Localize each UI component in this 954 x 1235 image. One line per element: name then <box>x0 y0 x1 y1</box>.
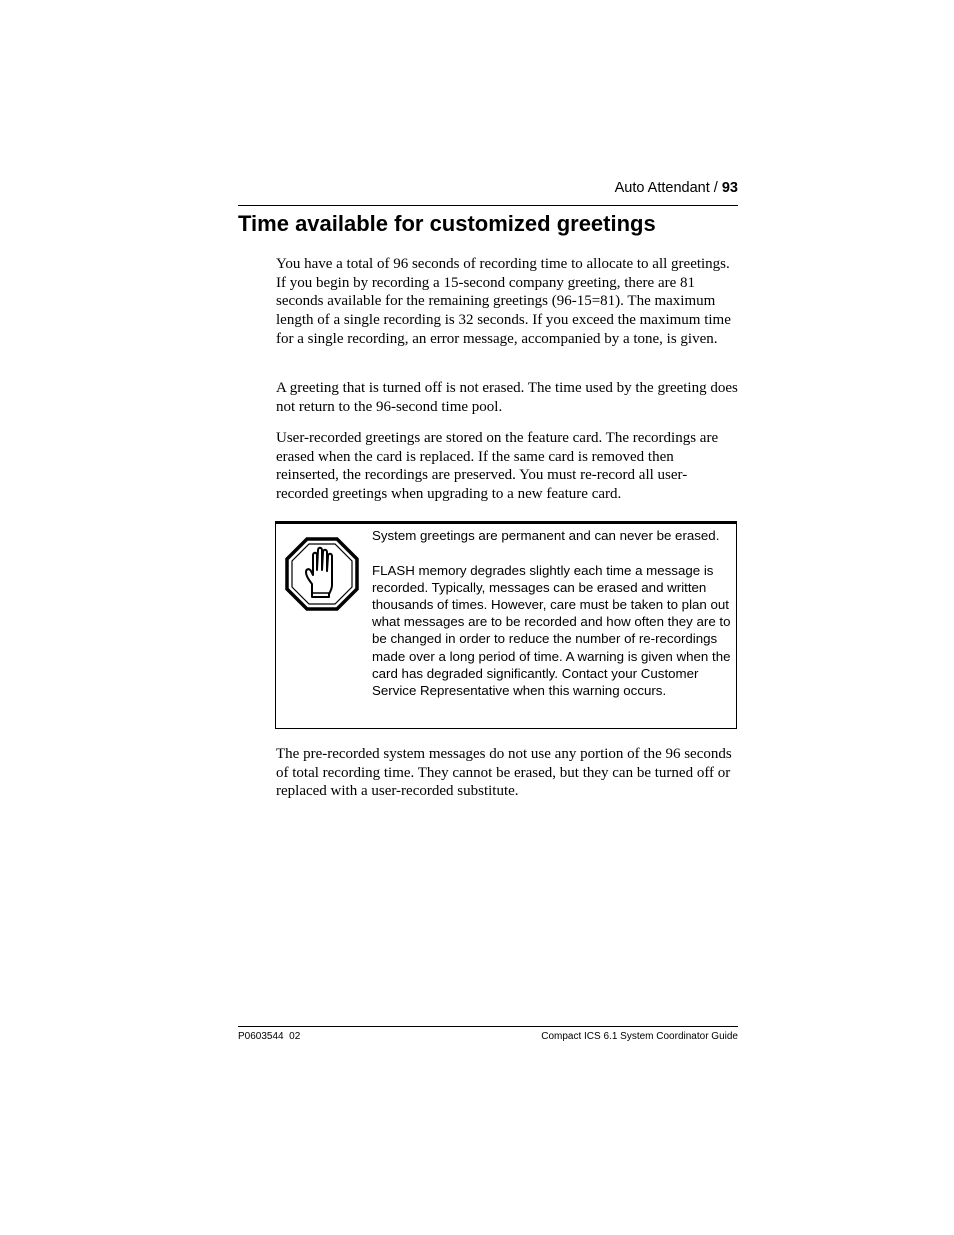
paragraph-feature-card: User-recorded greetings are stored on the feature card. The recordings are erased when the card is replaced. If the same card is removed then reinserted, the recordings are preserved. You must re-record all user-recorded greetings when upgrading to a new feature card. <box>276 430 719 503</box>
paragraph-recording-time: You have a total of 96 seconds of recording time to allocate to all greetings. If you begin by recording a 15-second company greeting, there are 81 seconds available for the remaining greetings (96-15=81). The maximum length of a single recording is 32 seconds. If you exceed the maximum time for a single recording, an error message, accompanied by a tone, is given. <box>276 256 731 347</box>
warning-note <box>275 521 737 729</box>
header-divider <box>238 205 738 206</box>
running-header <box>615 180 738 196</box>
footer-doc-title: Compact ICS 6.1 System Coordinator Guide <box>541 1031 738 1042</box>
page-number: 93 <box>721 180 738 196</box>
page-title: Time available for customized greetings <box>238 211 656 236</box>
stop-hand-icon <box>285 537 359 611</box>
note-text <box>372 527 734 699</box>
footer-doc-number: P0603544 02 <box>238 1031 301 1042</box>
paragraph-greeting-off: A greeting that is turned off is not erased. The time used by the greeting does not return to the 96-second time pool. <box>276 380 738 415</box>
header-separator: / <box>713 180 718 196</box>
header-section: Auto Attendant <box>614 180 710 196</box>
paragraph-prerecorded: The pre-recorded system messages do not use any portion of the 96 seconds of total recording time. They cannot be erased, but they can be turned off or replaced with a user-recorded substitute. <box>276 746 732 800</box>
note-line-permanent: System greetings are permanent and can never be erased. <box>372 528 720 543</box>
note-line-flash: FLASH memory degrades slightly each time a message is recorded. Typically, messages can be erased and written thousands of times. However, care must be taken to plan out what messages are to be recorded and how often they are to be changed in order to reduce the number of re-recordings made over a long period of time. A warning is given when the card has degraded significantly. Contact your Customer Service Representative when this warning occurs. <box>372 563 731 698</box>
footer-divider <box>238 1026 738 1027</box>
